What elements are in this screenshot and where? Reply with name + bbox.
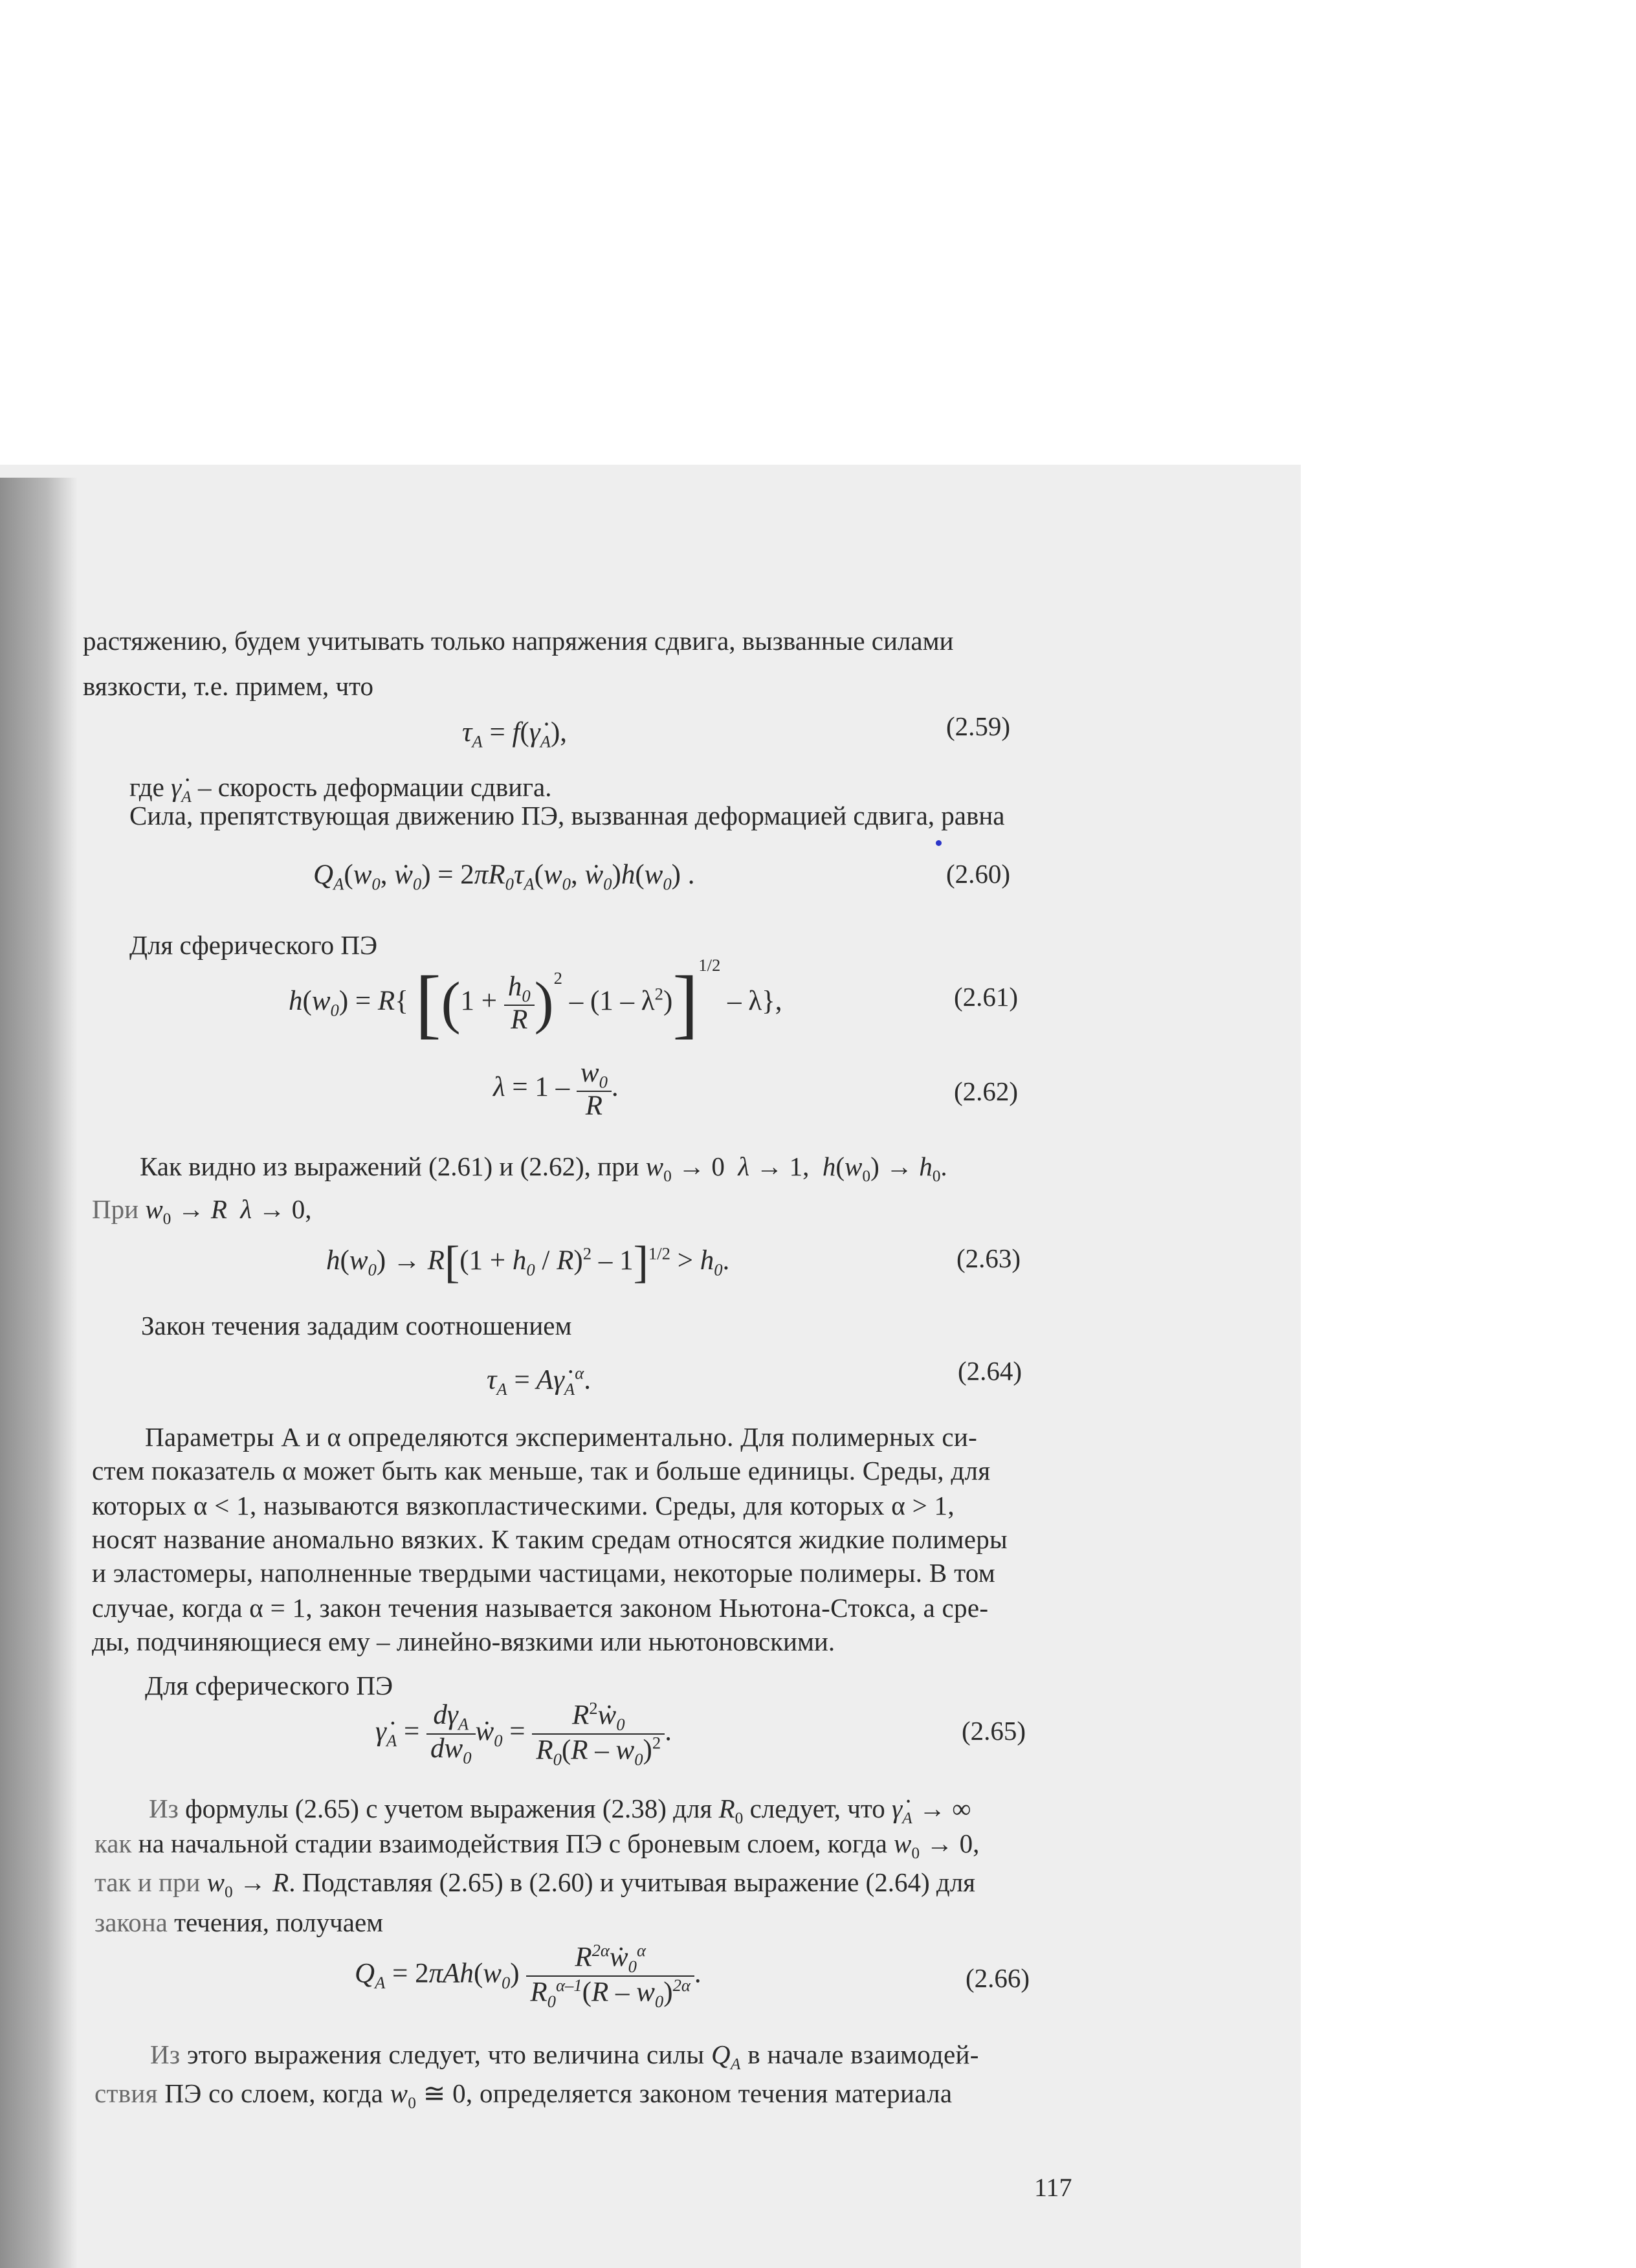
text-line: стем показатель α может быть как меньше, так и больше единицы. Среды, для	[92, 1456, 991, 1485]
equation-number: (2.61)	[954, 982, 1019, 1012]
equation-2-63: $h(w_0) \to R[(1 + h_0 / R)^2 - 1]^{1/2} > h_0$.	[326, 1238, 730, 1287]
equation-number: (2.63)	[956, 1243, 1021, 1273]
text-line: Параметры A и α определяются экспериментально. Для полимерных си-	[145, 1422, 978, 1452]
equation-number: (2.64)	[958, 1356, 1022, 1386]
text-line: Из формулы (2.65) с учетом выражения (2.38) для $R_0$ следует, что $\gammȧ_A$ → ∞	[149, 1794, 971, 1828]
equation-number: (2.62)	[954, 1076, 1019, 1106]
text-line: закона течения, получаем	[94, 1907, 384, 1937]
equation-number: (2.60)	[946, 859, 1011, 889]
scan-shadow	[0, 478, 78, 2268]
text-line: Для сферического ПЭ	[145, 1671, 393, 1700]
text-line: При $w_0 \to R$ λ → 0,	[92, 1194, 312, 1228]
text-line: так и при $w_0 \to R$. Подставляя (2.65) в (2.60) и учитывая выражение (2.64) для	[94, 1867, 976, 1902]
text-line: ды, подчиняющиеся ему – линейно-вязкими или ньютоновскими.	[92, 1627, 835, 1656]
text-line: Из этого выражения следует, что величина силы $Q_A$ в начале взаимодей-	[150, 2040, 979, 2074]
equation-2-64: $\tau_A$ = $A\gammȧ_A^\alpha$.	[487, 1363, 591, 1399]
equation-number: (2.65)	[962, 1716, 1026, 1746]
equation-2-66: $Q_A = 2\pi Ah(w_0)$ $\frac{R^{2\alpha}ẇ_0^\alpha}{R_0^{\alpha-1}(R - w_0)^{2\alpha}}$ .	[355, 1940, 702, 2011]
text-line: где $\gammȧ_A$ – скорость деформации сдвига.	[129, 772, 552, 806]
equation-2-60: $Q_A(w_0$, ẇ$_0$) = $2\pi R_0\tau_A(w_0$, $ẇ_0)h(w_0)$ .	[313, 860, 695, 894]
text-line: как на начальной стадии взаимодействия ПЭ с броневым слоем, когда $w_0 \to 0$,	[94, 1829, 980, 1863]
equation-2-59: $\tau_A$ = $f(\gammȧ_A)$,	[462, 717, 568, 751]
text-line: случае, когда α = 1, закон течения называется законом Ньютона-Стокса, а сре-	[92, 1593, 989, 1623]
equation-number: (2.66)	[966, 1963, 1030, 1993]
text-line: ствия ПЭ со слоем, когда $w_0$ ≅ 0, определяется законом течения материала	[94, 2078, 953, 2113]
text-line: и эластомеры, наполненные твердыми частицами, некоторые полимеры. В том	[92, 1558, 996, 1588]
text-line: Закон течения зададим соотношением	[141, 1311, 572, 1340]
equation-2-61: $h(w_0) = R${ [(1 + $\frac{h_0}{R}$ )$^2 - (1 - \lambda^2)]^{1/2} - \lambda$},	[289, 955, 782, 1047]
text-line: растяжению, будем учитывать только напряжения сдвига, вызванные силами	[83, 626, 954, 656]
equation-number: (2.59)	[946, 711, 1011, 741]
text-line: вязкости, т.е. примем, что	[83, 671, 374, 701]
equation-2-65: $\gammȧ_A$ = $\frac{d\gamma_A}{dw_0}$ ẇ$_0$ = $\frac{R^2ẇ_0}{R_0(R - w_0)^2}$ .	[375, 1698, 672, 1769]
text-line: носят название аномально вязких. К таким средам относятся жидкие полимеры	[92, 1524, 1008, 1554]
text-line: Для сферического ПЭ	[129, 930, 378, 960]
equation-2-62: λ = 1 – $\frac{w_0}{R}$ .	[493, 1058, 619, 1122]
text-line: Сила, препятствующая движению ПЭ, вызванная деформацией сдвига, равна	[129, 801, 1005, 830]
text-line: которых α < 1, называются вязкопластическими. Среды, для которых α > 1,	[92, 1491, 955, 1520]
page-number: 117	[1034, 2173, 1072, 2202]
ink-dot	[936, 840, 942, 846]
text-line: Как видно из выражений (2.61) и (2.62), при $w_0 \to 0$ λ → 1, $h(w_0) \to h_0$.	[140, 1151, 947, 1186]
